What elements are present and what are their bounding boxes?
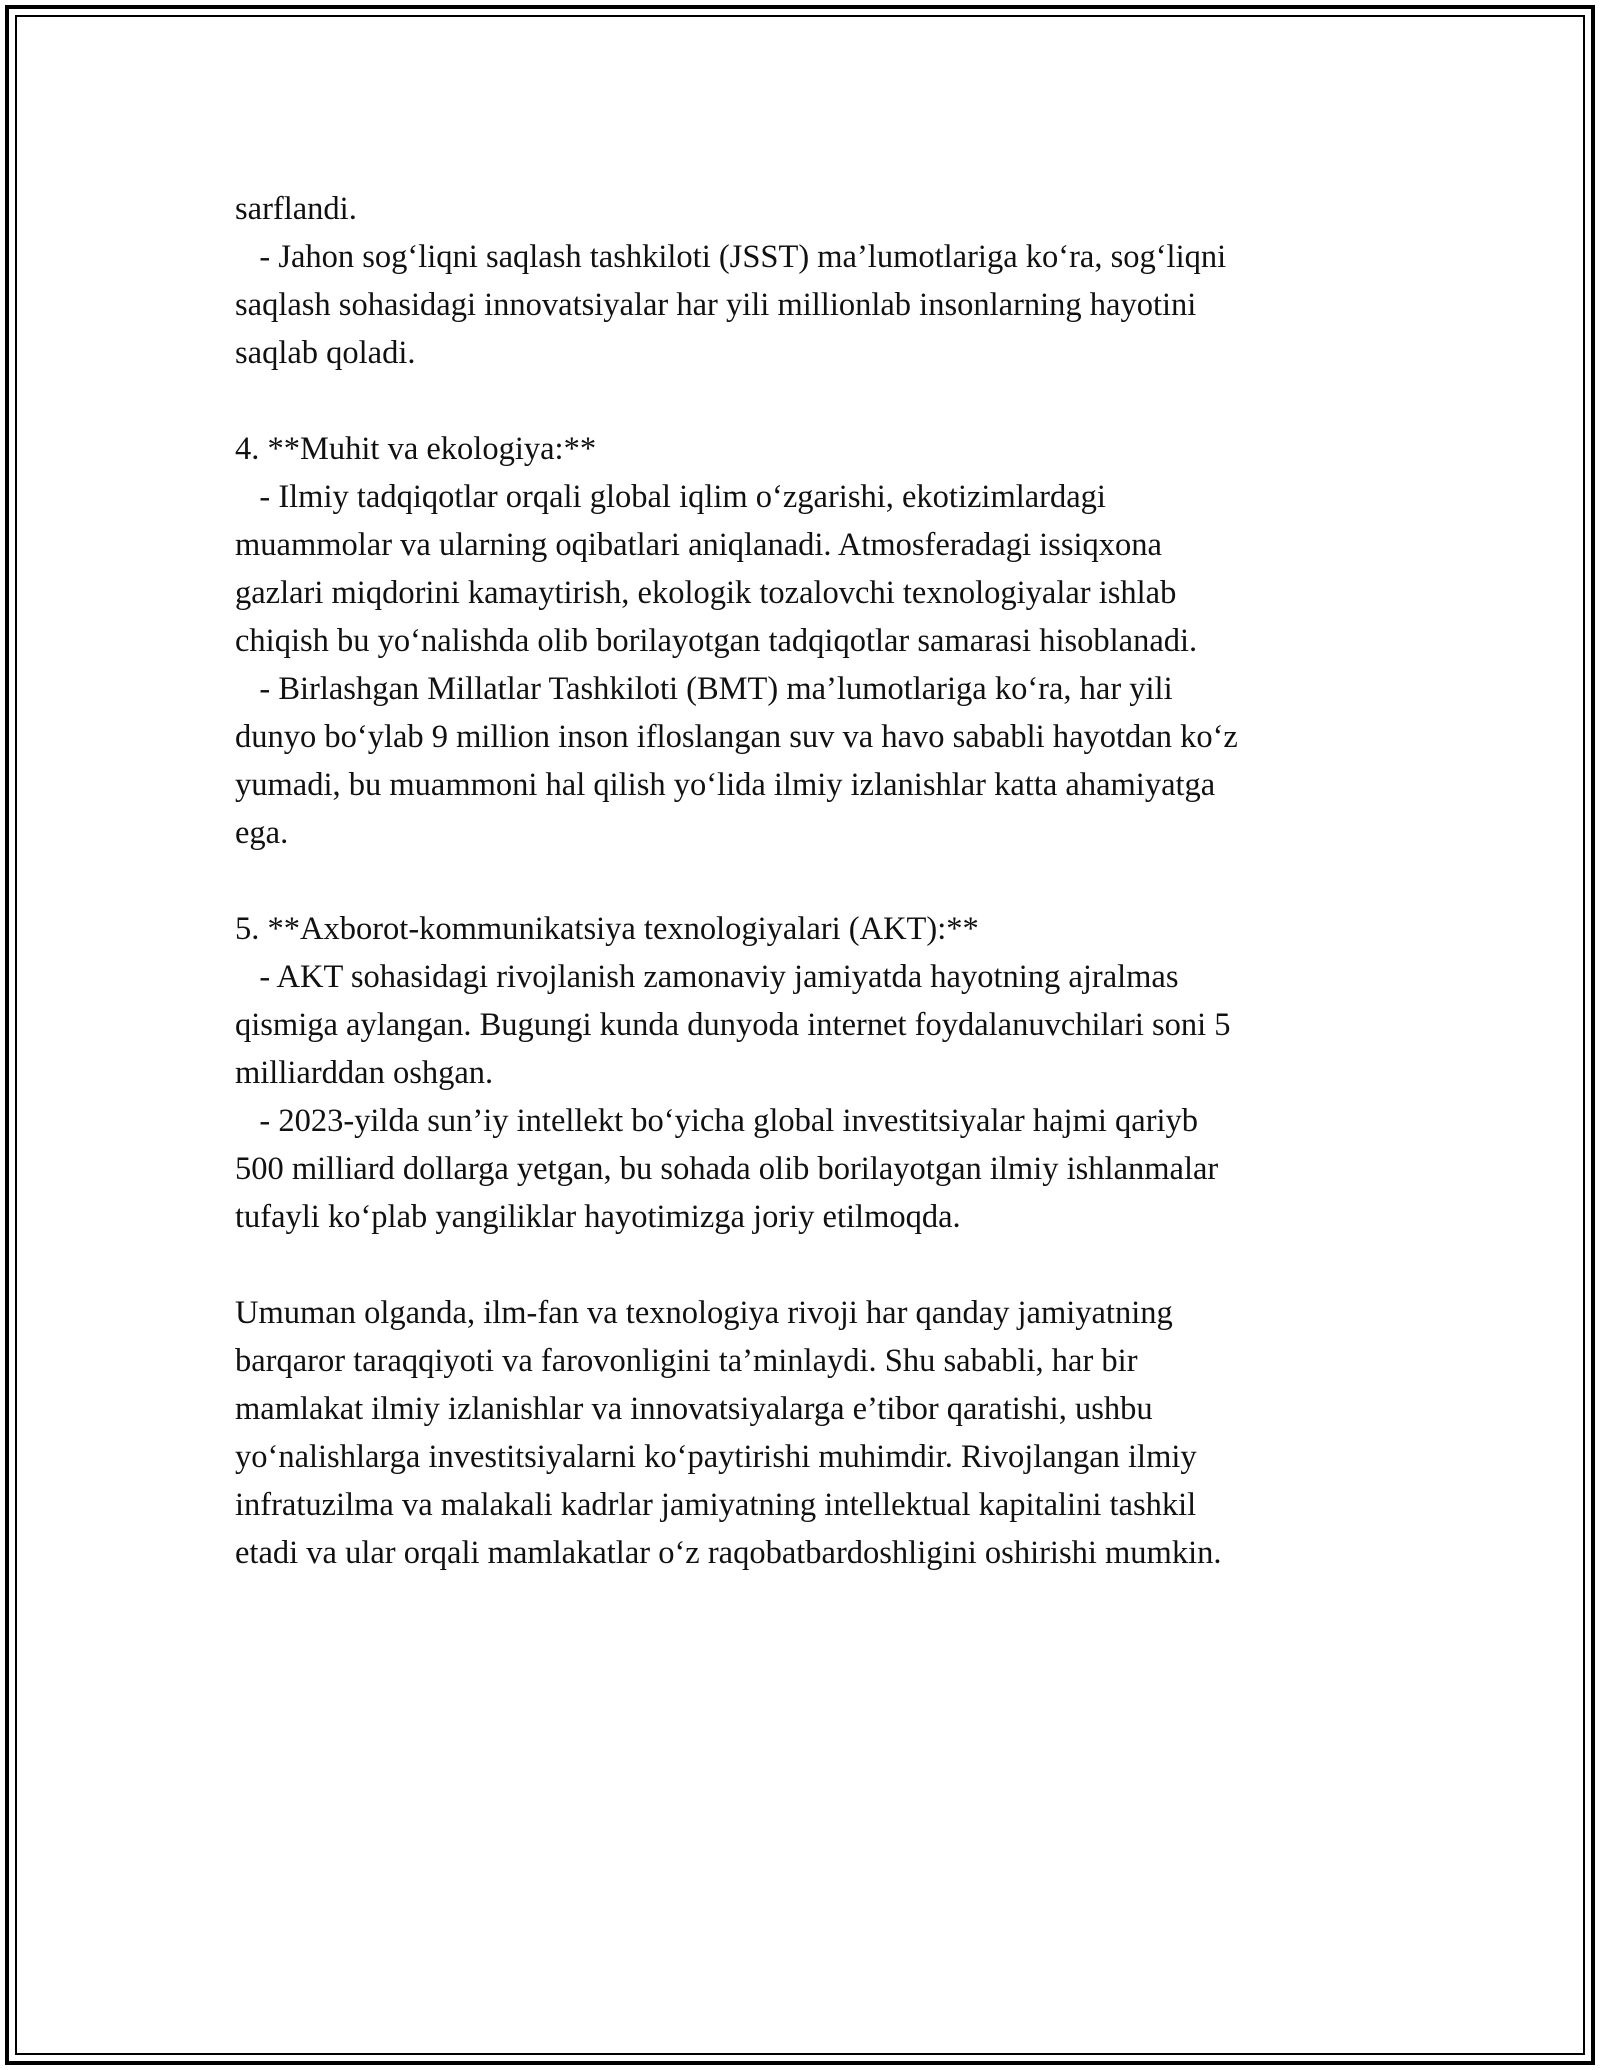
paragraph-spacer <box>235 1241 1410 1289</box>
text-line: - AKT sohasidagi rivojlanish zamonaviy jamiyatda hayotning ajralmas <box>235 959 1179 995</box>
text-line: muammolar va ularning oqibatlari aniqlanadi. Atmosferadagi issiqxona <box>235 527 1162 563</box>
text-line: - 2023-yilda sun’iy intellekt bo‘yicha global investitsiyalar hajmi qariyb <box>235 1103 1199 1139</box>
paragraph-health-continuation <box>235 185 1410 377</box>
text-line: milliarddan oshgan. <box>235 1055 494 1091</box>
text-line: etadi va ular orqali mamlakatlar o‘z raqobatbardoshligini oshirishi mumkin. <box>235 1535 1222 1571</box>
text-line: infratuzilma va malakali kadrlar jamiyatning intellektual kapitalini tashkil <box>235 1487 1197 1523</box>
text-line: 500 milliard dollarga yetgan, bu sohada olib borilayotgan ilmiy ishlanmalar <box>235 1151 1219 1187</box>
text-line: - Ilmiy tadqiqotlar orqali global iqlim o‘zgarishi, ekotizimlardagi <box>235 479 1106 515</box>
text-line: gazlari miqdorini kamaytirish, ekologik tozalovchi texnologiyalar ishlab <box>235 575 1177 611</box>
section-heading: 4. **Muhit va ekologiya:** <box>235 431 597 467</box>
text-line: saqlab qoladi. <box>235 335 416 371</box>
text-line: sarflandi. <box>235 191 357 227</box>
text-line: yo‘nalishlarga investitsiyalarni ko‘paytirishi muhimdir. Rivojlangan ilmiy <box>235 1439 1197 1475</box>
text-line: chiqish bu yo‘nalishda olib borilayotgan tadqiqotlar samarasi hisoblanadi. <box>235 623 1198 659</box>
text-line: dunyo bo‘ylab 9 million inson ifloslangan suv va havo sababli hayotdan ko‘z <box>235 719 1238 755</box>
text-line: - Birlashgan Millatlar Tashkiloti (BMT) ma’lumotlariga ko‘ra, har yili <box>235 671 1173 707</box>
text-line: tufayli ko‘plab yangiliklar hayotimizga joriy etilmoqda. <box>235 1199 961 1235</box>
text-line: mamlakat ilmiy izlanishlar va innovatsiyalarga e’tibor qaratishi, ushbu <box>235 1391 1153 1427</box>
text-line: Umuman olganda, ilm-fan va texnologiya rivoji har qanday jamiyatning <box>235 1295 1173 1331</box>
text-line: qismiga aylangan. Bugungi kunda dunyoda internet foydalanuvchilari soni 5 <box>235 1007 1231 1043</box>
paragraph-spacer <box>235 857 1410 905</box>
section-heading: 5. **Axborot-kommunikatsiya texnologiyalari (AKT):** <box>235 911 979 947</box>
text-line: saqlash sohasidagi innovatsiyalar har yili millionlab insonlarning hayotini <box>235 287 1197 323</box>
text-line: ega. <box>235 815 289 851</box>
document-body <box>235 185 1410 1577</box>
text-line: barqaror taraqqiyoti va farovonligini ta’minlaydi. Shu sababli, har bir <box>235 1343 1138 1379</box>
text-line: - Jahon sog‘liqni saqlash tashkiloti (JSST) ma’lumotlariga ko‘ra, sog‘liqni <box>235 239 1227 275</box>
section-environment <box>235 425 1410 857</box>
paragraph-spacer <box>235 377 1410 425</box>
paragraph-conclusion <box>235 1289 1410 1577</box>
section-ict <box>235 905 1410 1241</box>
text-line: yumadi, bu muammoni hal qilish yo‘lida ilmiy izlanishlar katta ahamiyatga <box>235 767 1216 803</box>
